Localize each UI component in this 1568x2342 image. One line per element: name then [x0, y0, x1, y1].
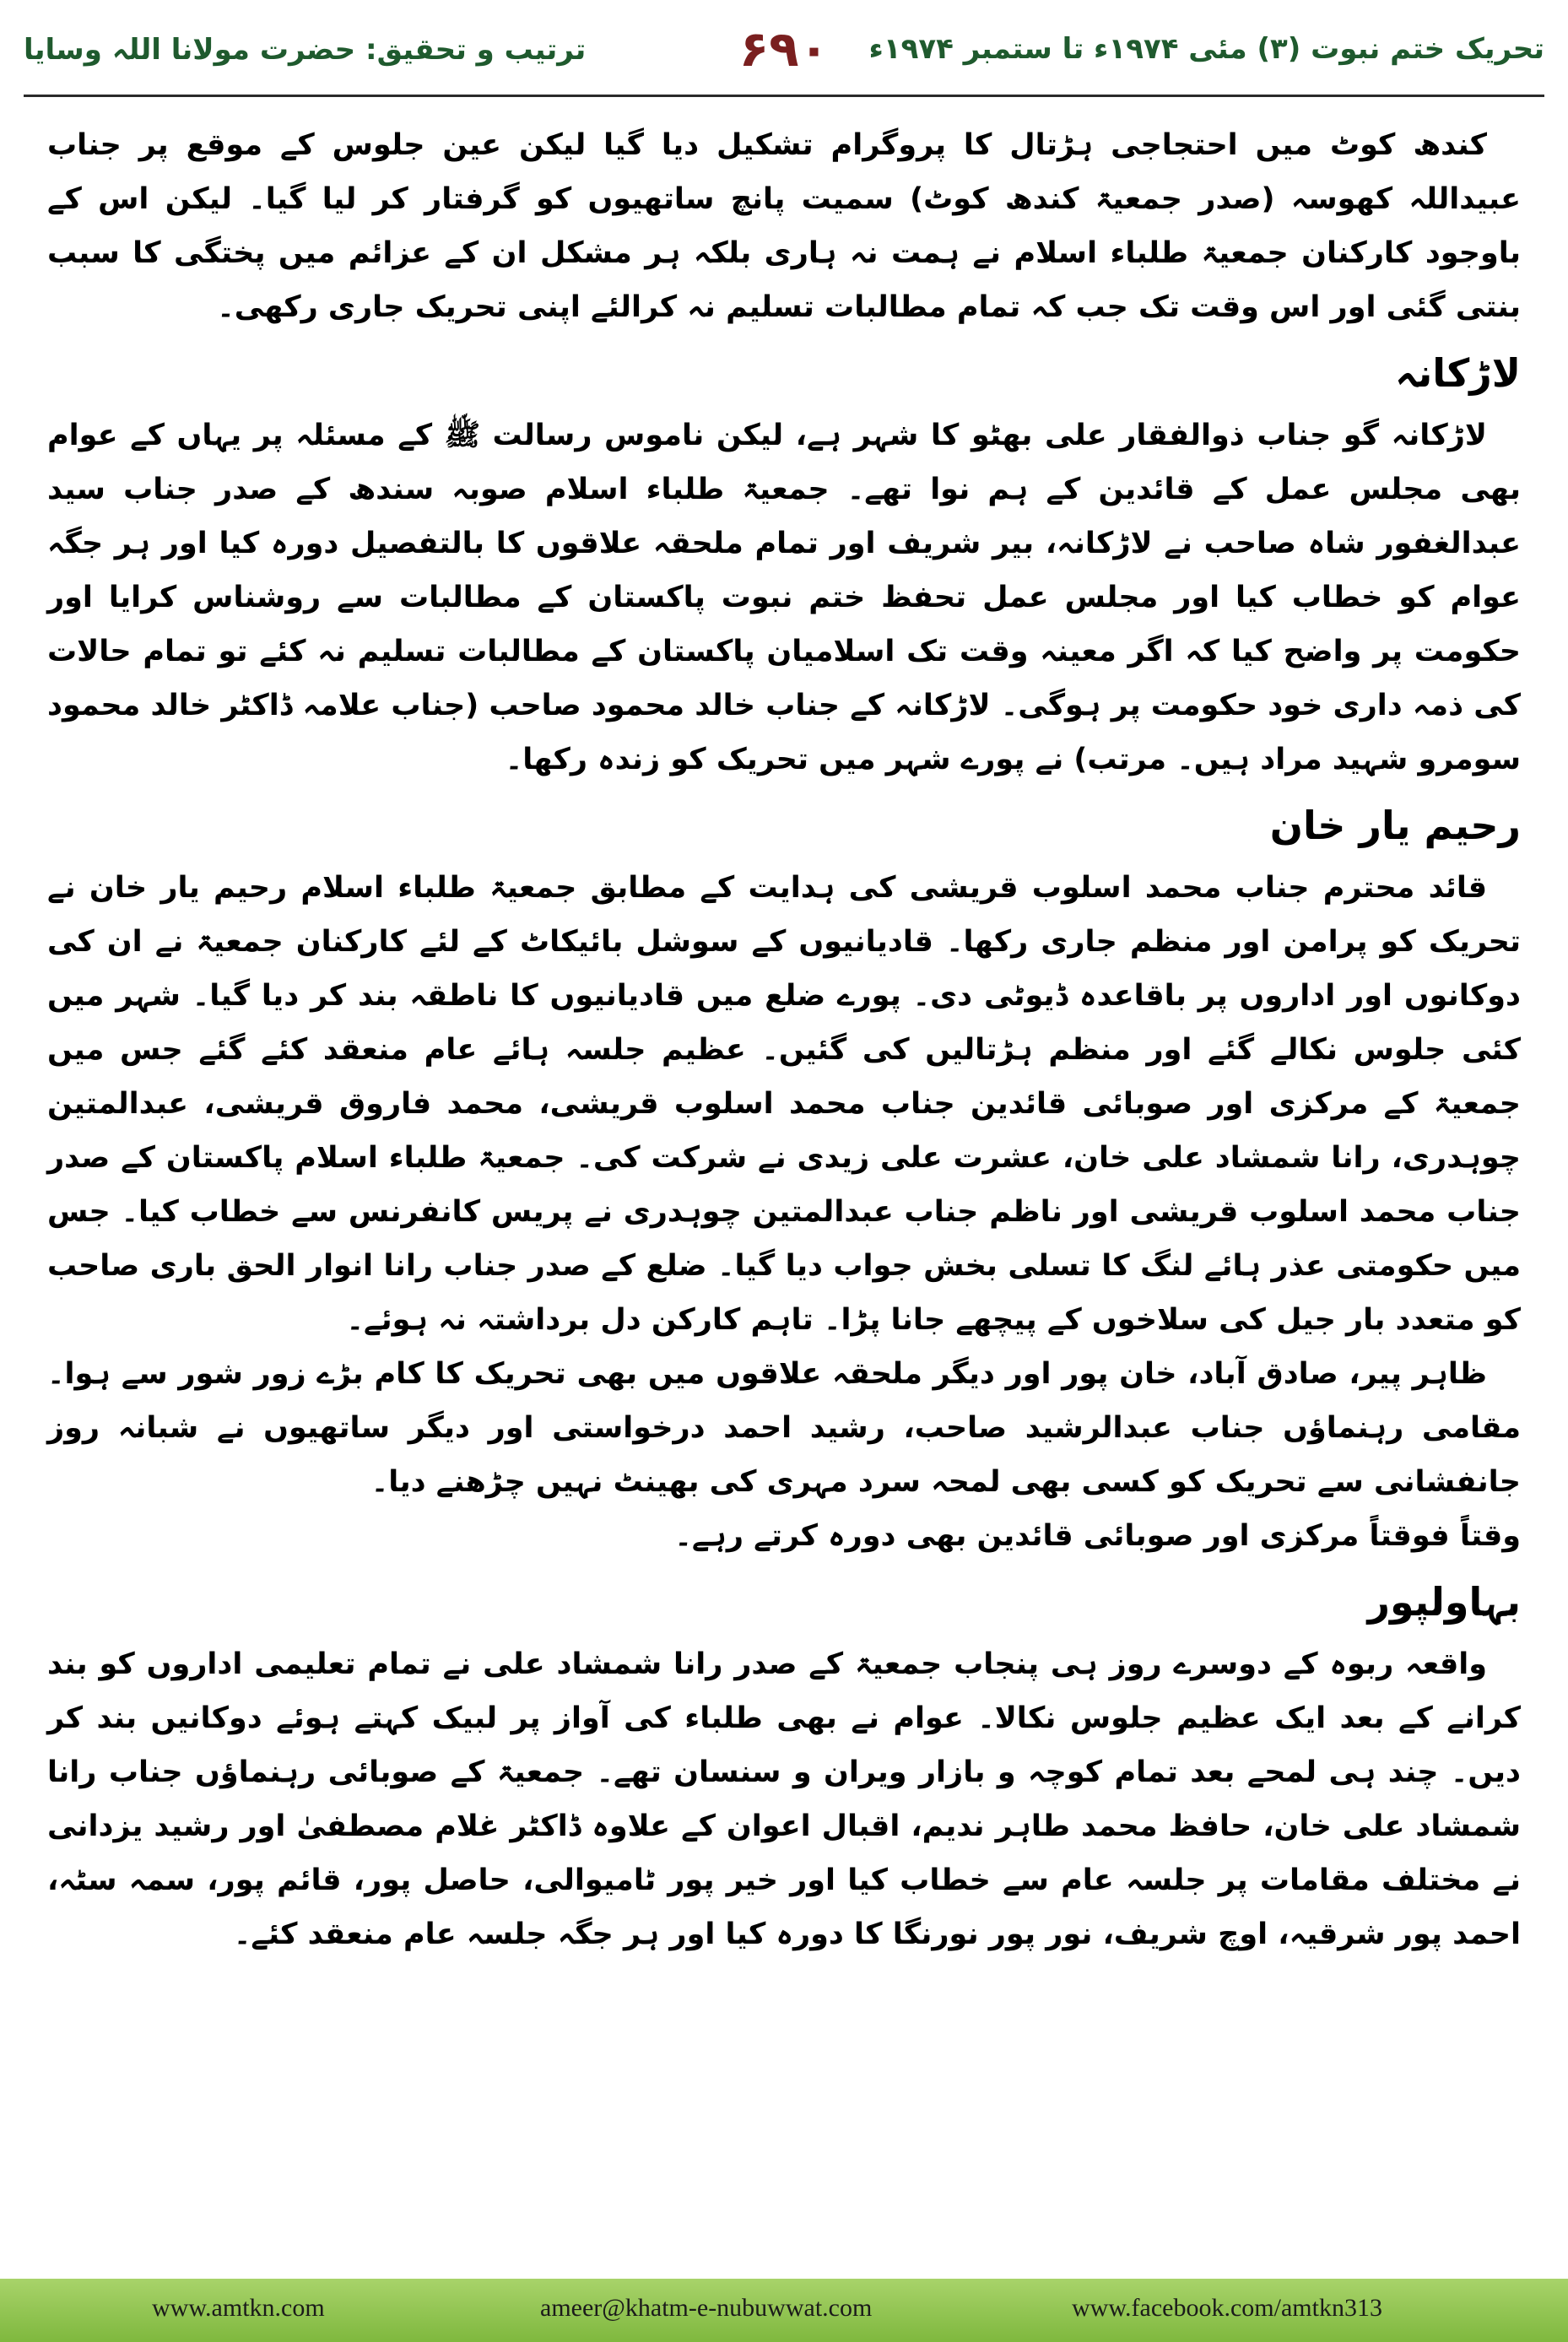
intro-paragraph: کندھ کوٹ میں احتجاجی ہڑتال کا پروگرام تشکیل دیا گیا لیکن عین جلوس کے موقع پر جناب عبیداللہ کھوسہ (صدر جمعیۃ کندھ کوٹ) سمیت پانچ ساتھیوں کو گرفتار کر لیا گیا۔ لیکن اس کے باوجود کارکنان جمعیۃ طلباء اسلام نے ہمت نہ ہاری بلکہ ہر مشکل ان کے عزائم میں پختگی کا سبب بنتی گئی اور اس وقت تک جب کہ تمام مطالبات تسلیم نہ کرالئے اپنی تحریک جاری رکھی۔ — [47, 128, 1521, 324]
email-link[interactable]: ameer@khatm-e-nubuwwat.com — [540, 2294, 873, 2322]
section-heading-larkana: لاڑکانہ — [1395, 350, 1521, 396]
bahawalpur-paragraph: واقعہ ربوہ کے دوسرے روز ہی پنجاب جمعیۃ کے صدر رانا شمشاد علی نے تمام تعلیمی اداروں کو بند کرانے کے بعد ایک عظیم جلوس نکالا۔ عوام نے بھی طلباء کی آواز پر لبیک کہتے ہوئے دوکانیں بند کر دیں۔ چند ہی لمحے بعد تمام کوچہ و بازار ویران و سنسان تھے۔ جمعیۃ کے صوبائی رہنماؤں جناب رانا شمشاد علی خان، حافظ محمد طاہر ندیم، اقبال اعوان کے علاوہ ڈاکٹر غلام مصطفیٰ اور رشید یزدانی نے مختلف مقامات پر جلسہ عام سے خطاب کیا اور خیر پور ٹامیوالی، حاصل پور، قائم پور، سمہ سٹہ، احمد پور شرقیہ، اوچ شریف، نور پور نورنگا کا دورہ کیا اور ہر جگہ جلسہ عام منعقد کئے۔ — [47, 1647, 1521, 1951]
facebook-link[interactable]: www.facebook.com/amtkn313 — [1072, 2294, 1382, 2322]
section-heading-bahawalpur: بہاولپور — [1367, 1579, 1521, 1625]
page-number: ۶۹۰ — [738, 20, 830, 78]
header-divider — [24, 95, 1544, 97]
page-body — [47, 118, 1521, 1961]
rahimyarkhan-paragraph-2: ظاہر پیر، صادق آباد، خان پور اور دیگر ملحقہ علاقوں میں بھی تحریک کا کام بڑے زور شور سے ہوا۔ مقامی رہنماؤں جناب عبدالرشید صاحب، رشید احمد درخواستی اور دیگر ساتھیوں نے شبانہ روز جانفشانی سے تحریک کو کسی بھی لمحہ سرد مہری کی بھینٹ نہیں چڑھنے دیا۔ — [47, 1357, 1521, 1499]
book-title: تحریک ختم نبوت (۳) مئی ۱۹۷۴ء تا ستمبر ۱۹۷۴ء — [868, 32, 1544, 66]
page-header — [0, 0, 1568, 118]
website-link[interactable]: www.amtkn.com — [152, 2294, 325, 2322]
larkana-paragraph: لاڑکانہ گو جناب ذوالفقار علی بھٹو کا شہر ہے، لیکن ناموس رسالت ﷺ کے مسئلہ پر یہاں کے عوام بھی مجلس عمل کے قائدین کے ہم نوا تھے۔ جمعیۃ طلباء اسلام صوبہ سندھ کے صدر جناب سید عبدالغفور شاہ صاحب نے لاڑکانہ، بیر شریف اور تمام ملحقہ علاقوں کا بالتفصیل دورہ کیا اور ہر جگہ عوام کو خطاب کیا اور مجلس عمل تحفظ ختم نبوت پاکستان کے مطالبات سے روشناس کرایا اور حکومت پر واضح کیا کہ اگر معینہ وقت تک اسلامیان پاکستان کے مطالبات تسلیم نہ کئے تو تمام حالات کی ذمہ داری خود حکومت پر ہوگی۔ لاڑکانہ کے جناب خالد محمود صاحب (جناب علامہ ڈاکٹر خالد محمود سومرو شہید مراد ہیں۔ مرتب) نے پورے شہر میں تحریک کو زندہ رکھا۔ — [47, 419, 1521, 776]
compiler-credit: ترتیب و تحقیق: حضرت مولانا اللہ وسایا — [24, 33, 587, 67]
rahimyarkhan-paragraph-3: وقتاً فوقتاً مرکزی اور صوبائی قائدین بھی دورہ کرتے رہے۔ — [674, 1519, 1521, 1553]
rahimyarkhan-paragraph-1: قائد محترم جناب محمد اسلوب قریشی کی ہدایت کے مطابق جمعیۃ طلباء اسلام رحیم یار خان نے تحریک کو پرامن اور منظم جاری رکھا۔ قادیانیوں کے سوشل بائیکاٹ کے لئے کارکنان جمعیۃ نے ان کی دوکانوں اور اداروں پر باقاعدہ ڈیوٹی دی۔ پورے ضلع میں قادیانیوں کا ناطقہ بند کر دیا گیا۔ شہر میں کئی جلوس نکالے گئے اور منظم ہڑتالیں کی گئیں۔ عظیم جلسہ ہائے عام منعقد کئے گئے جس میں جمعیۃ کے مرکزی اور صوبائی قائدین جناب محمد اسلوب قریشی، محمد فاروق قریشی، عبدالمتین چوہدری، رانا شمشاد علی خان، عشرت علی زیدی نے شرکت کی۔ جمعیۃ طلباء اسلام پاکستان کے صدر جناب محمد اسلوب قریشی اور ناظم جناب عبدالمتین چوہدری نے پریس کانفرنس سے خطاب کیا۔ جس میں حکومتی عذر ہائے لنگ کا تسلی بخش جواب دیا گیا۔ ضلع کے صدر جناب رانا انوار الحق باری صاحب کو متعدد بار جیل کی سلاخوں کے پیچھے جانا پڑا۔ تاہم کارکن دل برداشتہ نہ ہوئے۔ — [47, 871, 1521, 1337]
section-heading-rahimyarkhan: رحیم یار خان — [1269, 803, 1521, 848]
page-footer — [0, 2279, 1568, 2342]
